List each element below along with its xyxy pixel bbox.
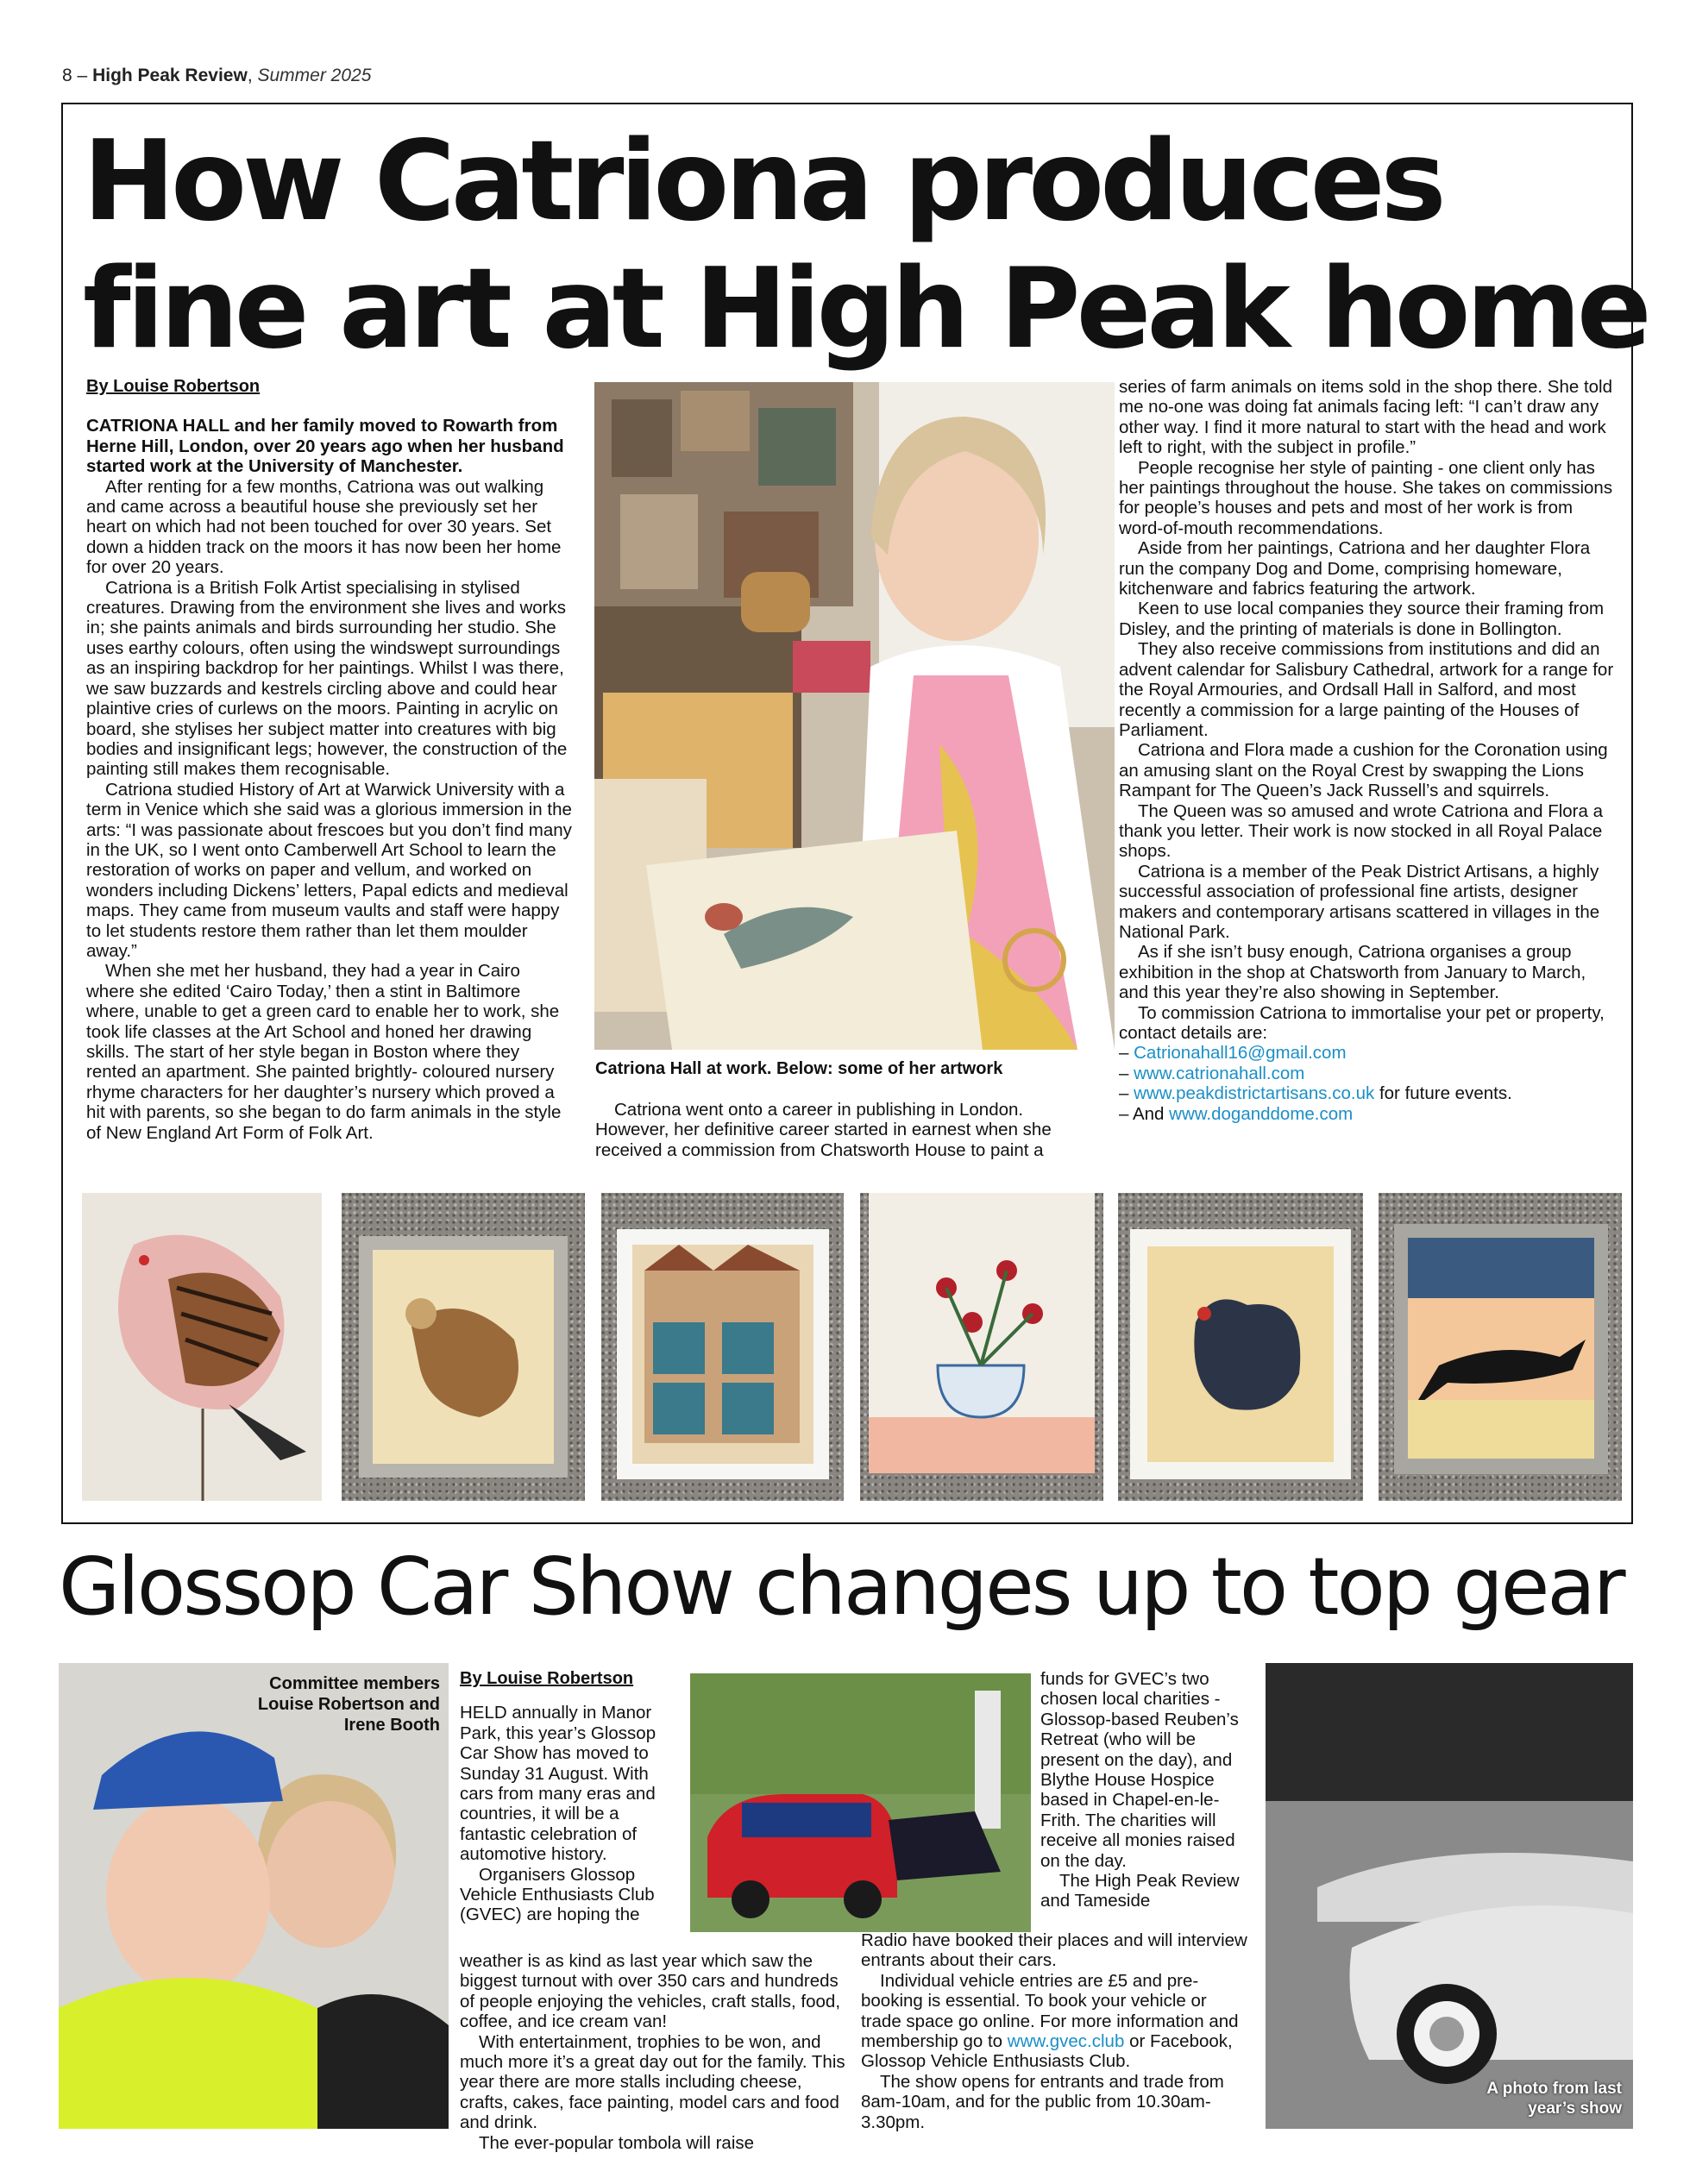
body-paragraph: Radio have booked their places and will interview entrants about their cars.: [861, 1930, 1247, 1971]
mini-car-photo: [690, 1673, 1031, 1932]
body-paragraph: weather is as kind as last year which saw the biggest turnout with over 350 cars and hundreds of people enjoying the vehicles, craft stalls, food, coffee, and ice cream van!: [460, 1951, 841, 2032]
body-paragraph: They also receive commissions from institutions and did an advent calendar for Salisbury Cathedral, artwork for a range for the Royal Armouries, and Ordsall Hall in Salford, and most recently a commission for a large painting of the Houses of Parliament.: [1119, 639, 1614, 740]
body-paragraph: [861, 1971, 1247, 2072]
body-paragraph: The High Peak Review and Tameside: [1040, 1871, 1240, 1911]
gvec-after-text: or Facebook, Glossop Vehicle Enthusiasts Club.: [861, 2031, 1233, 2072]
issue-date: Summer 2025: [257, 66, 372, 85]
body-text: Individual vehicle entries are £5 and pre-booking is essential. To book your vehicle or trade space go online. For more information and membership go to: [861, 1970, 1239, 2052]
dog-painting: [1379, 1193, 1622, 1501]
body-paragraph: The ever-popular tombola will raise: [479, 2132, 755, 2153]
flowers-painting: [860, 1193, 1103, 1501]
body-paragraph: funds for GVEC’s two chosen local charities - Glossop-based Reuben’s Retreat (who will be present on the day), and Blythe House Hospice based in Chapel-en-le-Frith. The charities will receive all monies raised on the day.: [1040, 1669, 1239, 1871]
classic-car-illustration: [1266, 1663, 1633, 2129]
gvec-link[interactable]: www.gvec.club: [1007, 2031, 1125, 2052]
body-paragraph: Aside from her paintings, Catriona and her daughter Flora run the company Dog and Dome, comprising homeware, kitchenware and fabrics featuring the artwork.: [1119, 538, 1591, 599]
body-paragraph: Catriona and Flora made a cushion for the Coronation using an amusing slant on the Royal Crest by swapping the Lions Rampant for The Queen’s Jack Russell’s and squirrels.: [1119, 740, 1608, 801]
body-paragraph: To commission Catriona to immortalise your pet or property, contact details are:: [1119, 1002, 1605, 1043]
article-column-2: [595, 1100, 1091, 1160]
contact-email: [1119, 1043, 1615, 1063]
photo-caption: Catriona Hall at work. Below: some of her artwork: [595, 1059, 1003, 1078]
article-column-1: [86, 377, 572, 1143]
body-paragraph: The show opens for entrants and trade from 8am-10am, and for the public from 10.30am-3.30pm.: [861, 2071, 1224, 2132]
article-column-3: [1119, 377, 1615, 1124]
car-article-column-1-narrow: [460, 1669, 680, 1925]
contact-dash: –: [1119, 1083, 1134, 1104]
body-paragraph: series of farm animals on items sold in the shop there. She told me no-one was doing fat animals facing left: “I can’t draw any other way. I find it more natural to start with the head and work left to right, with the subject in profile.”: [1119, 377, 1613, 458]
artwork-building-photo: [601, 1193, 844, 1501]
lede-paragraph: CATRIONA HALL and her family moved to Rowarth from Herne Hill, London, over 20 years ago when her husband started work at the University of Manchester.: [86, 416, 564, 477]
headline-line-1: How Catriona produces: [83, 117, 1442, 246]
doganddome-link[interactable]: www.doganddome.com: [1169, 1103, 1354, 1124]
contact-website: [1119, 1064, 1615, 1083]
body-paragraph: The Queen was so amused and wrote Catriona and Flora a thank you letter. Their work is now stocked in all Royal Palace shops.: [1119, 800, 1603, 862]
artisans-link[interactable]: www.peakdistrictartisans.co.uk: [1134, 1083, 1375, 1104]
committee-photo-caption: Committee members Louise Robertson and Irene Booth: [257, 1674, 440, 1735]
last-year-show-photo: [1266, 1663, 1633, 2129]
contact-dash: – And: [1119, 1103, 1170, 1124]
bird-painting: [342, 1193, 585, 1501]
body-paragraph: As if she isn’t busy enough, Catriona organises a group exhibition in the shop at Chatsworth from January to March, and this year they’re also showing in September.: [1119, 942, 1586, 1003]
body-paragraph: When she met her husband, they had a year in Cairo where she edited ‘Cairo Today,’ then a stint in Baltimore where, unable to get a green card to enable her to work, she took life classes at the Art School and honed her drawing skills. The start of her style began in Boston where they rented an apartment. She painted brightly- coloured nursery rhyme characters for her daughter’s nursery which proved a hit with parents, so she began to do farm animals in the style of New England Art Form of Folk Art.: [86, 961, 562, 1143]
car-article-column-2-narrow: [1040, 1669, 1247, 1911]
contact-dash: –: [1119, 1063, 1134, 1083]
dove-painting: [82, 1193, 322, 1501]
publication-name: High Peak Review: [92, 66, 248, 85]
body-paragraph: Organisers Glossop Vehicle Enthusiasts Club (GVEC) are hoping the: [460, 1864, 655, 1925]
car-byline: By Louise Robertson: [460, 1669, 634, 1688]
catriona-studio-photo: [594, 382, 1115, 1050]
car-article-column-2-wide: [861, 1930, 1247, 2132]
body-paragraph: Keen to use local companies they source their framing from Disley, and the printing of materials is done in Bollington.: [1119, 599, 1605, 639]
car-article-column-1-wide: [460, 1951, 848, 2153]
body-paragraph: After renting for a few months, Catriona was out walking and came across a beautiful house she previously set her heart on which had not been touched for over 30 years. Set down a hidden track on the moors it has now been her home for over 20 years.: [86, 476, 562, 578]
body-paragraph: Catriona is a British Folk Artist specialising in stylised creatures. Drawing from the environment she lives and works in; she paints animals and birds surrounding her studio. She uses earthy colours, often using the windswept surroundings as an inspiring backdrop for her paintings. Whilst I was there, we saw buzzards and kestrels circling above and could hear plaintive cries of curlews on the moors. Painting in acrylic on board, she stylises her subject matter into creatures with big bodies and insignificant legs; however, the construction of the painting still makes them recognisable.: [86, 577, 568, 780]
page-folio: 8 – High Peak Review, Summer 2025: [62, 66, 372, 85]
studio-photo-illustration: [594, 382, 1115, 1050]
contact-doganddome: [1119, 1104, 1615, 1124]
body-paragraph: HELD annually in Manor Park, this year’s Glossop Car Show has moved to Sunday 31 August. With cars from many eras and countries, it will be a fantastic celebration of automotive history.: [460, 1703, 656, 1865]
artwork-dove-photo: [82, 1193, 322, 1501]
body-paragraph: Catriona studied History of Art at Warwick University with a term in Venice which she said was a glorious immersion in the arts: “I was passionate about frescoes but you don’t find many in the UK, so I went onto Camberwell Art School to learn the restoration of works on paper and vellum, and worked on wonders including Dickens’ letters, Papal edicts and medieval maps. They came from museum vaults and staff were happy to let students restore them rather than let them moulder away.”: [86, 779, 572, 961]
body-paragraph: People recognise her style of painting - one client only has her paintings throughout the house. She takes on commissions for people’s houses and pets and most of her work is from word-of-mouth recommendations.: [1119, 457, 1613, 538]
headline-line-2: fine art at High Peak home: [83, 245, 1648, 373]
artwork-bird-photo: [342, 1193, 585, 1501]
headline-car-show: Glossop Car Show changes up to top gear: [59, 1541, 1624, 1633]
page-number: 8: [62, 66, 72, 85]
building-painting: [601, 1193, 844, 1501]
body-paragraph: Catriona is a member of the Peak District Artisans, a highly successful association of professional fine artists, designer makers and contemporary artisans scattered in villages in the National Park.: [1119, 861, 1600, 942]
body-paragraph: Catriona went onto a career in publishing in London. However, her definitive career started in earnest when she received a commission from Chatsworth House to paint a: [595, 1100, 1052, 1160]
contact-artisans: [1119, 1083, 1615, 1103]
artwork-flowers-photo: [860, 1193, 1103, 1501]
email-link[interactable]: Catrionahall16@gmail.com: [1134, 1043, 1347, 1064]
contact-suffix: for future events.: [1374, 1083, 1512, 1104]
mini-car-illustration: [690, 1673, 1031, 1932]
last-year-photo-caption: A photo from last year’s show: [1486, 2080, 1622, 2118]
body-paragraph: With entertainment, trophies to be won, and much more it’s a great day out for the family. This year there are more stalls including cheese, crafts, cakes, face painting, model cars and food and drink.: [460, 2031, 845, 2133]
byline: By Louise Robertson: [86, 377, 261, 396]
website-link[interactable]: www.catrionahall.com: [1134, 1063, 1305, 1083]
hen-painting: [1118, 1193, 1363, 1501]
artwork-dog-photo: [1379, 1193, 1622, 1501]
contact-dash: –: [1119, 1043, 1134, 1064]
artwork-hen-photo: [1118, 1193, 1363, 1501]
folio-dash: –: [77, 66, 88, 85]
